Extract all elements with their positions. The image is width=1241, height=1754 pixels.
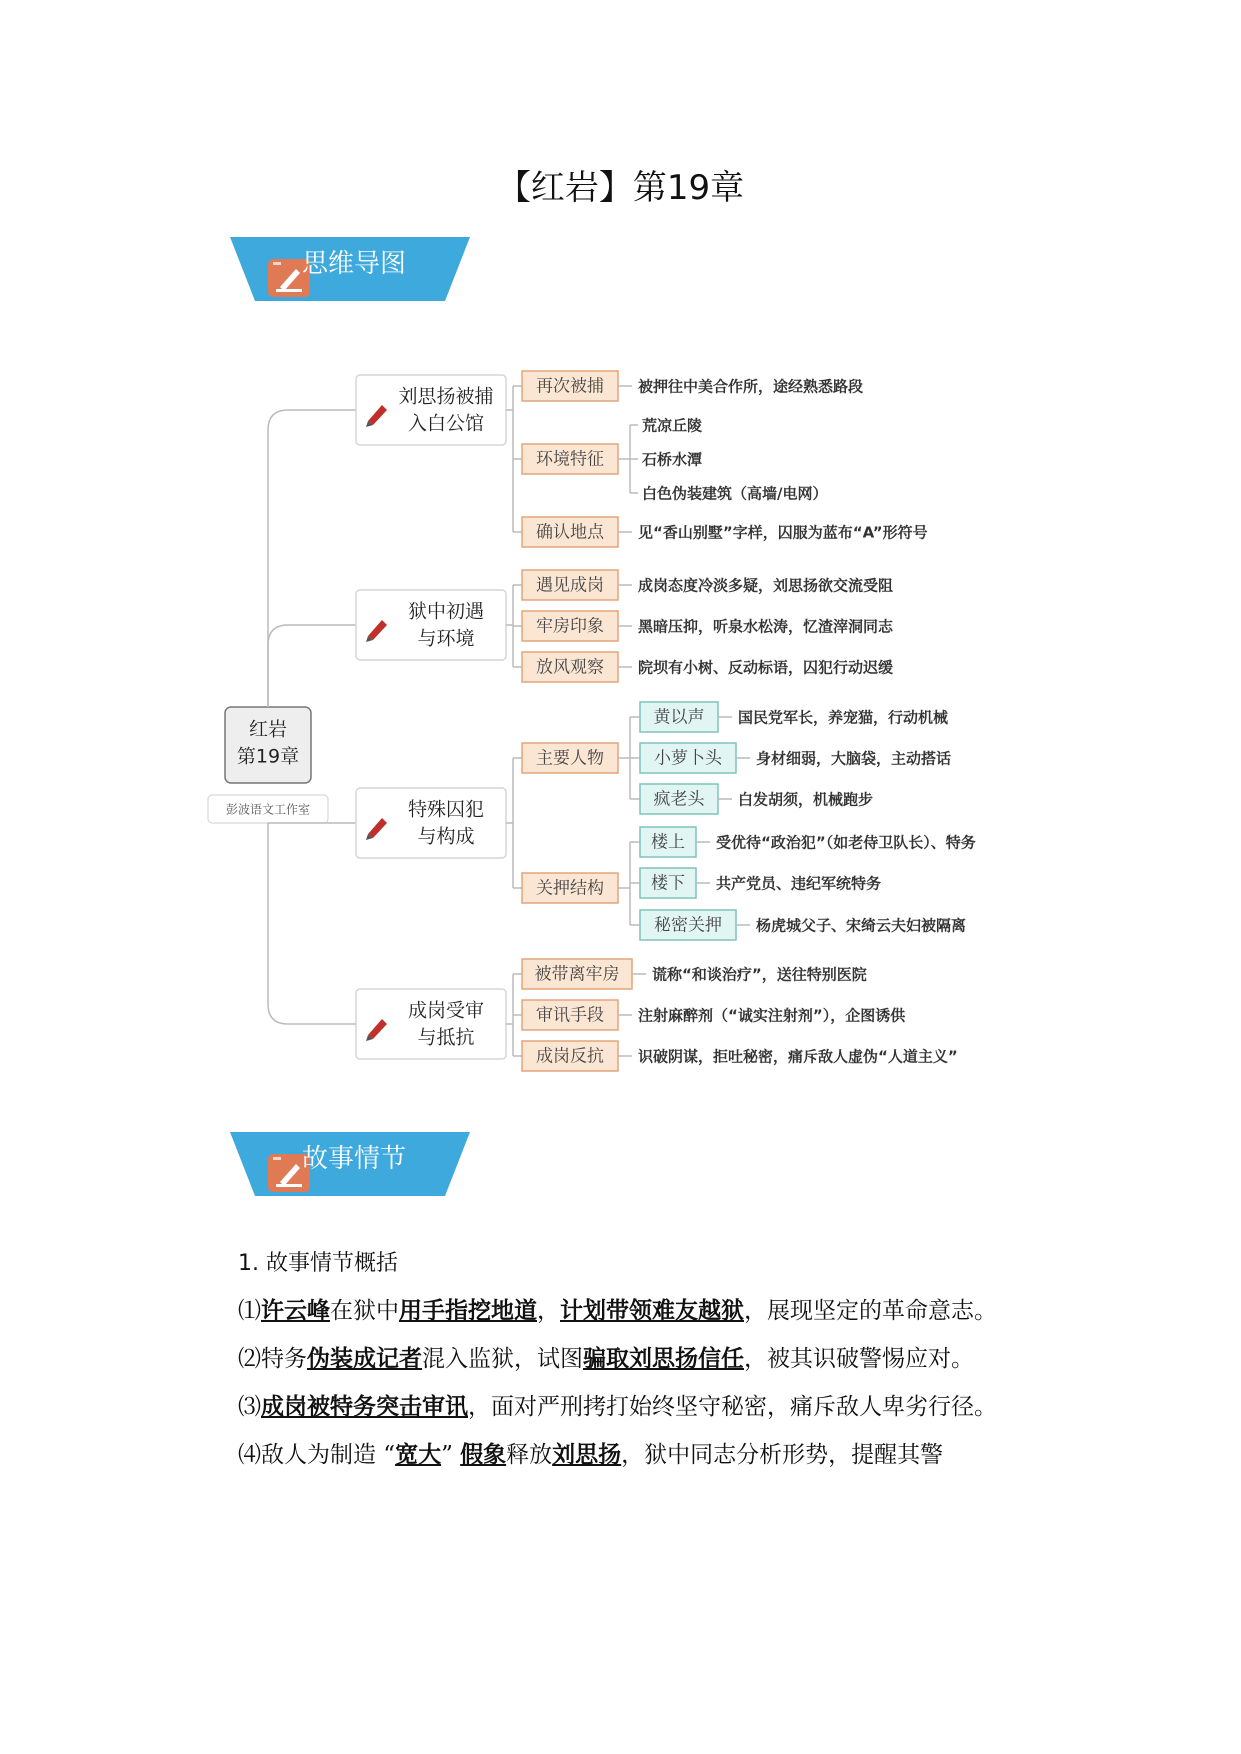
key-phrase: 伪装成记者 [307, 1345, 422, 1372]
story-section [190, 1240, 1050, 1479]
category-label: 被带离牢房 [534, 964, 620, 985]
key-phrase: 宽大 [395, 1441, 442, 1468]
detail-text: 荒凉丘陵 [642, 416, 703, 435]
story-text: 在狱中 [330, 1298, 399, 1324]
branch-label: 成岗受审 [407, 999, 485, 1022]
detail-text: 身材细弱，大脑袋，主动搭话 [756, 749, 952, 768]
detail-text: 共产党员、违纪军统特务 [716, 874, 882, 893]
key-phrase: 许云峰 [261, 1297, 330, 1324]
detail-text: 国民党军长，养宠猫，行动机械 [738, 708, 949, 727]
key-phrase: 刘思扬 [552, 1441, 622, 1468]
story-text: ，面对严刑拷打始终坚守秘密，痛斥敌人卑劣行径。 [468, 1394, 997, 1420]
detail-text: 杨虎城父子、宋绮云夫妇被隔离 [756, 916, 967, 935]
key-phrase: 骗取刘思扬信任 [583, 1345, 744, 1372]
branch-label: 与抵抗 [417, 1026, 475, 1049]
branch-label: 狱中初遇 [407, 600, 485, 623]
story-item-number: ⑷ [238, 1442, 261, 1468]
key-phrase: 成岗被特务突击审讯 [261, 1393, 468, 1420]
connector-line [268, 625, 356, 707]
root-label: 第19章 [236, 745, 300, 768]
key-phrase: 计划带领难友越狱 [560, 1297, 744, 1324]
story-text: 释放 [506, 1442, 553, 1468]
banner-title: 故事情节 [302, 1144, 407, 1174]
subcategory-label: 疯老头 [653, 789, 705, 810]
detail-text: 白发胡须，机械跑步 [738, 790, 874, 809]
category-label: 环境特征 [536, 449, 604, 470]
key-phrase: 假象 [460, 1441, 507, 1468]
story-text: ，被其识破警惕应对。 [744, 1346, 974, 1372]
detail-text: 受优待“政治犯”（如老侍卫队长）、特务 [716, 833, 976, 852]
category-label: 放风观察 [536, 657, 604, 678]
root-label: 红岩 [248, 718, 288, 741]
story-item [190, 1287, 1050, 1335]
branch-label: 与环境 [417, 627, 475, 650]
banner-title: 思维导图 [302, 249, 407, 279]
story-item [190, 1335, 1050, 1383]
detail-text: 石桥水潭 [642, 450, 703, 469]
story-text: ” [441, 1442, 461, 1468]
story-text: ，展现坚定的革命意志。 [744, 1298, 997, 1324]
section-banner-mindmap [230, 235, 470, 303]
category-label: 主要人物 [536, 748, 604, 769]
story-item-number: ⑶ [238, 1394, 261, 1420]
category-label: 成岗反抗 [536, 1046, 604, 1067]
key-phrase: 用手指挖地道 [399, 1297, 537, 1324]
watermark-text: 彭波语文工作室 [225, 802, 311, 817]
category-label: 遇见成岗 [536, 575, 604, 596]
story-item [190, 1383, 1050, 1431]
story-item-number: ⑴ [238, 1298, 261, 1324]
branch-label: 与构成 [417, 825, 475, 848]
detail-text: 谎称“和谈治疗”，送往特别医院 [652, 965, 867, 984]
story-text: ， [537, 1298, 560, 1324]
story-text: 混入监狱，试图 [422, 1346, 583, 1372]
detail-text: 院坝有小树、反动标语，囚犯行动迟缓 [638, 658, 894, 677]
detail-text: 见“香山别墅”字样，囚服为蓝布“A”形符号 [638, 523, 928, 542]
story-text: 特务 [261, 1346, 307, 1372]
section-banner-plot [230, 1130, 470, 1198]
page-title: 【红岩】第19章 [496, 168, 745, 208]
story-heading: 1. 故事情节概括 [238, 1251, 398, 1276]
branch-label: 入白公馆 [407, 412, 485, 435]
detail-text: 成岗态度冷淡多疑，刘思扬欲交流受阻 [638, 576, 894, 595]
detail-text: 注射麻醉剂（“诚实注射剂”），企图诱供 [638, 1006, 906, 1025]
category-label: 关押结构 [536, 878, 604, 899]
mind-map [0, 340, 1241, 1100]
category-label: 再次被捕 [536, 376, 604, 397]
story-text: ，狱中同志分析形势，提醒其警 [621, 1442, 944, 1468]
subcategory-label: 楼下 [651, 873, 685, 894]
detail-text: 被押往中美合作所，途经熟悉路段 [638, 377, 864, 396]
detail-text: 白色伪装建筑（高墙/电网） [642, 484, 828, 503]
connector-line [268, 823, 356, 1024]
branch-label: 刘思扬被捕 [398, 385, 494, 408]
category-label: 牢房印象 [536, 616, 604, 637]
branch-label: 特殊囚犯 [407, 798, 485, 821]
detail-text: 黑暗压抑，听泉水松涛，忆渣滓洞同志 [638, 617, 894, 636]
story-item-number: ⑵ [238, 1346, 261, 1372]
category-label: 确认地点 [536, 522, 604, 543]
story-list [190, 1287, 1050, 1479]
subcategory-label: 秘密关押 [654, 915, 722, 936]
story-item [190, 1431, 1050, 1479]
subcategory-label: 黄以声 [653, 707, 705, 728]
subcategory-label: 楼上 [651, 832, 685, 853]
category-label: 审讯手段 [536, 1005, 604, 1026]
detail-text: 识破阴谋，拒吐秘密，痛斥敌人虚伪“人道主义” [638, 1047, 958, 1066]
connector-line [268, 410, 356, 707]
story-text: 敌人为制造 “ [261, 1442, 396, 1468]
subcategory-label: 小萝卜头 [654, 748, 722, 769]
